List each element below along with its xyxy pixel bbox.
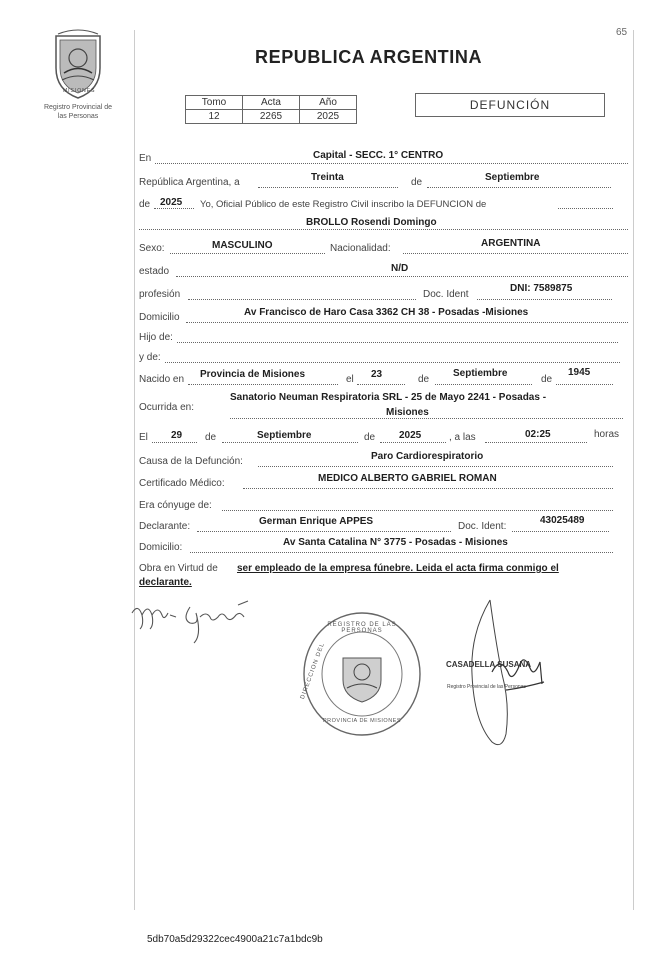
dots-profesion bbox=[188, 299, 416, 300]
label-domicilio: Domicilio bbox=[139, 312, 180, 323]
label-nacido-en: Nacido en bbox=[139, 374, 185, 385]
declarante-signature bbox=[130, 595, 270, 645]
dots-anio bbox=[154, 208, 194, 209]
field-declarante-domicilio: Av Santa Catalina N° 3775 - Posadas - Misiones bbox=[283, 537, 508, 548]
field-declarante: German Enrique APPES bbox=[259, 516, 374, 527]
field-nacido-dia: 23 bbox=[371, 369, 383, 380]
dots-nacido-lugar bbox=[188, 384, 338, 385]
stamp-left-text: DIRECCION DEL bbox=[299, 641, 327, 701]
label-de-1: de bbox=[411, 177, 423, 188]
label-El: El bbox=[139, 432, 148, 443]
label-doc-ident: Doc. Ident bbox=[423, 289, 469, 300]
acta-header: Acta bbox=[243, 96, 300, 110]
dots-lugar bbox=[155, 163, 628, 164]
label-yo-oficial: Yo, Oficial Público de este Registro Civil inscribo la DEFUNCION de bbox=[200, 199, 487, 210]
label-en: En bbox=[139, 153, 152, 164]
footer-code: 5db70a5d29322cec4900a21c7a1bdc9b bbox=[147, 934, 323, 945]
dots-declarante-doc bbox=[512, 531, 609, 532]
field-nacido-mes: Septiembre bbox=[453, 368, 508, 379]
office-name-line1: Registro Provincial de bbox=[43, 104, 113, 111]
official-signature bbox=[442, 594, 567, 754]
right-margin-line bbox=[633, 30, 634, 910]
dots-fallecido-anio bbox=[380, 442, 446, 443]
official-name: CASADELLA SUSANA bbox=[446, 660, 532, 669]
dots-estado bbox=[176, 276, 628, 277]
field-dia-letras: Treinta bbox=[311, 172, 344, 183]
label-hijo-de: Hijo de: bbox=[139, 332, 173, 343]
dots-mes bbox=[427, 187, 611, 188]
field-declarante-doc: 43025489 bbox=[540, 515, 585, 526]
field-obra-line2: declarante. bbox=[139, 577, 192, 588]
dots-dni bbox=[477, 299, 612, 300]
label-declarante: Declarante: bbox=[139, 521, 191, 532]
provincial-seal bbox=[48, 28, 108, 100]
field-nacido-anio: 1945 bbox=[568, 367, 591, 378]
field-fallecido-mes: Septiembre bbox=[257, 430, 312, 441]
stamp-top-text: REGISTRO DE LAS PERSONAS bbox=[327, 622, 397, 634]
left-margin-line bbox=[134, 30, 135, 910]
label-domicilio-declarante: Domicilio: bbox=[139, 542, 183, 553]
page-title: REPUBLICA ARGENTINA bbox=[255, 47, 483, 67]
dots-fallecido-mes bbox=[222, 442, 358, 443]
label-certificado: Certificado Médico: bbox=[139, 478, 225, 489]
anio-header: Año bbox=[300, 96, 357, 110]
seal-text: MISIONES bbox=[63, 88, 96, 94]
field-domicilio: Av Francisco de Haro Casa 3362 CH 38 - Posadas -Misiones bbox=[244, 307, 529, 318]
dots-sexo bbox=[170, 253, 325, 254]
field-causa: Paro Cardiorespiratorio bbox=[371, 451, 484, 462]
field-nacionalidad: ARGENTINA bbox=[481, 238, 541, 249]
field-obra-line1: ser empleado de la empresa fúnebre. Leida el acta firma conmigo el bbox=[237, 563, 559, 574]
office-name bbox=[30, 103, 126, 121]
label-y-de: y de: bbox=[139, 352, 161, 363]
label-a-las: , a las bbox=[449, 432, 476, 443]
dots-y-de bbox=[165, 362, 620, 363]
label-ocurrida-en: Ocurrida en: bbox=[139, 402, 195, 413]
label-doc-ident-declarante: Doc. Ident: bbox=[458, 521, 507, 532]
field-ocurrida-line2: Misiones bbox=[386, 407, 429, 418]
label-estado: estado bbox=[139, 266, 170, 277]
label-obra: Obra en Virtud de bbox=[139, 563, 218, 574]
field-certificado: MEDICO ALBERTO GABRIEL ROMAN bbox=[318, 473, 497, 484]
field-hora: 02:25 bbox=[525, 429, 551, 440]
label-nacionalidad: Nacionalidad: bbox=[330, 243, 391, 254]
label-el-1: el bbox=[346, 374, 354, 385]
field-anio: 2025 bbox=[160, 197, 183, 208]
dots-domicilio bbox=[186, 322, 628, 323]
field-lugar: Capital - SECC. 1° CENTRO bbox=[313, 150, 444, 161]
record-type: DEFUNCIÓN bbox=[415, 93, 605, 117]
dots-fallecido-dia bbox=[152, 442, 197, 443]
field-mes: Septiembre bbox=[485, 172, 540, 183]
field-dni: DNI: 7589875 bbox=[510, 283, 573, 294]
label-de-6: de bbox=[364, 432, 376, 443]
official-title: Registro Provincial de las Personas bbox=[447, 684, 526, 690]
dots-declarante bbox=[197, 531, 451, 532]
record-table bbox=[185, 95, 357, 124]
anio-value: 2025 bbox=[300, 110, 357, 124]
dots-nacionalidad bbox=[403, 253, 628, 254]
tomo-header: Tomo bbox=[186, 96, 243, 110]
page-number: 65 bbox=[616, 27, 628, 38]
label-de-2: de bbox=[139, 199, 151, 210]
label-horas: horas bbox=[594, 429, 620, 440]
dots-dia bbox=[258, 187, 398, 188]
dots-domicilio-declarante bbox=[190, 552, 613, 553]
label-de-3: de bbox=[418, 374, 430, 385]
field-estado: N/D bbox=[391, 263, 409, 274]
dots-nombre bbox=[139, 229, 628, 230]
stamp-bottom-text: PROVINCIA DE MISIONES bbox=[322, 718, 402, 724]
acta-value: 2265 bbox=[243, 110, 300, 124]
label-sexo: Sexo: bbox=[139, 243, 165, 254]
dots-nacido-dia bbox=[357, 384, 405, 385]
dots-nacido-anio bbox=[556, 384, 613, 385]
dots-yo-end bbox=[558, 208, 613, 209]
dots-hijo-de bbox=[177, 342, 618, 343]
dots-conyuge bbox=[222, 510, 613, 511]
tomo-value: 12 bbox=[186, 110, 243, 124]
label-conyuge: Era cónyuge de: bbox=[139, 500, 212, 511]
dots-ocurrida bbox=[230, 418, 623, 419]
field-nacido-en: Provincia de Misiones bbox=[200, 369, 306, 380]
dots-causa bbox=[258, 466, 613, 467]
dots-nacido-mes bbox=[435, 384, 532, 385]
field-ocurrida-line1: Sanatorio Neuman Respiratoria SRL - 25 de Mayo 2241 - Posadas - bbox=[230, 392, 547, 403]
label-de-5: de bbox=[205, 432, 217, 443]
label-republica: República Argentina, a bbox=[139, 177, 240, 188]
registry-stamp bbox=[301, 610, 423, 738]
field-fallecido-dia: 29 bbox=[171, 430, 183, 441]
declarante-signature-text bbox=[130, 595, 137, 596]
field-fallecido-anio: 2025 bbox=[399, 430, 422, 441]
dots-certificado bbox=[243, 488, 613, 489]
field-sexo: MASCULINO bbox=[212, 240, 273, 251]
label-profesion: profesión bbox=[139, 289, 181, 300]
field-nombre: BROLLO Rosendi Domingo bbox=[306, 217, 437, 228]
office-name-line2: las Personas bbox=[57, 113, 99, 120]
label-de-4: de bbox=[541, 374, 553, 385]
label-causa: Causa de la Defunción: bbox=[139, 456, 243, 467]
dots-hora bbox=[485, 442, 587, 443]
